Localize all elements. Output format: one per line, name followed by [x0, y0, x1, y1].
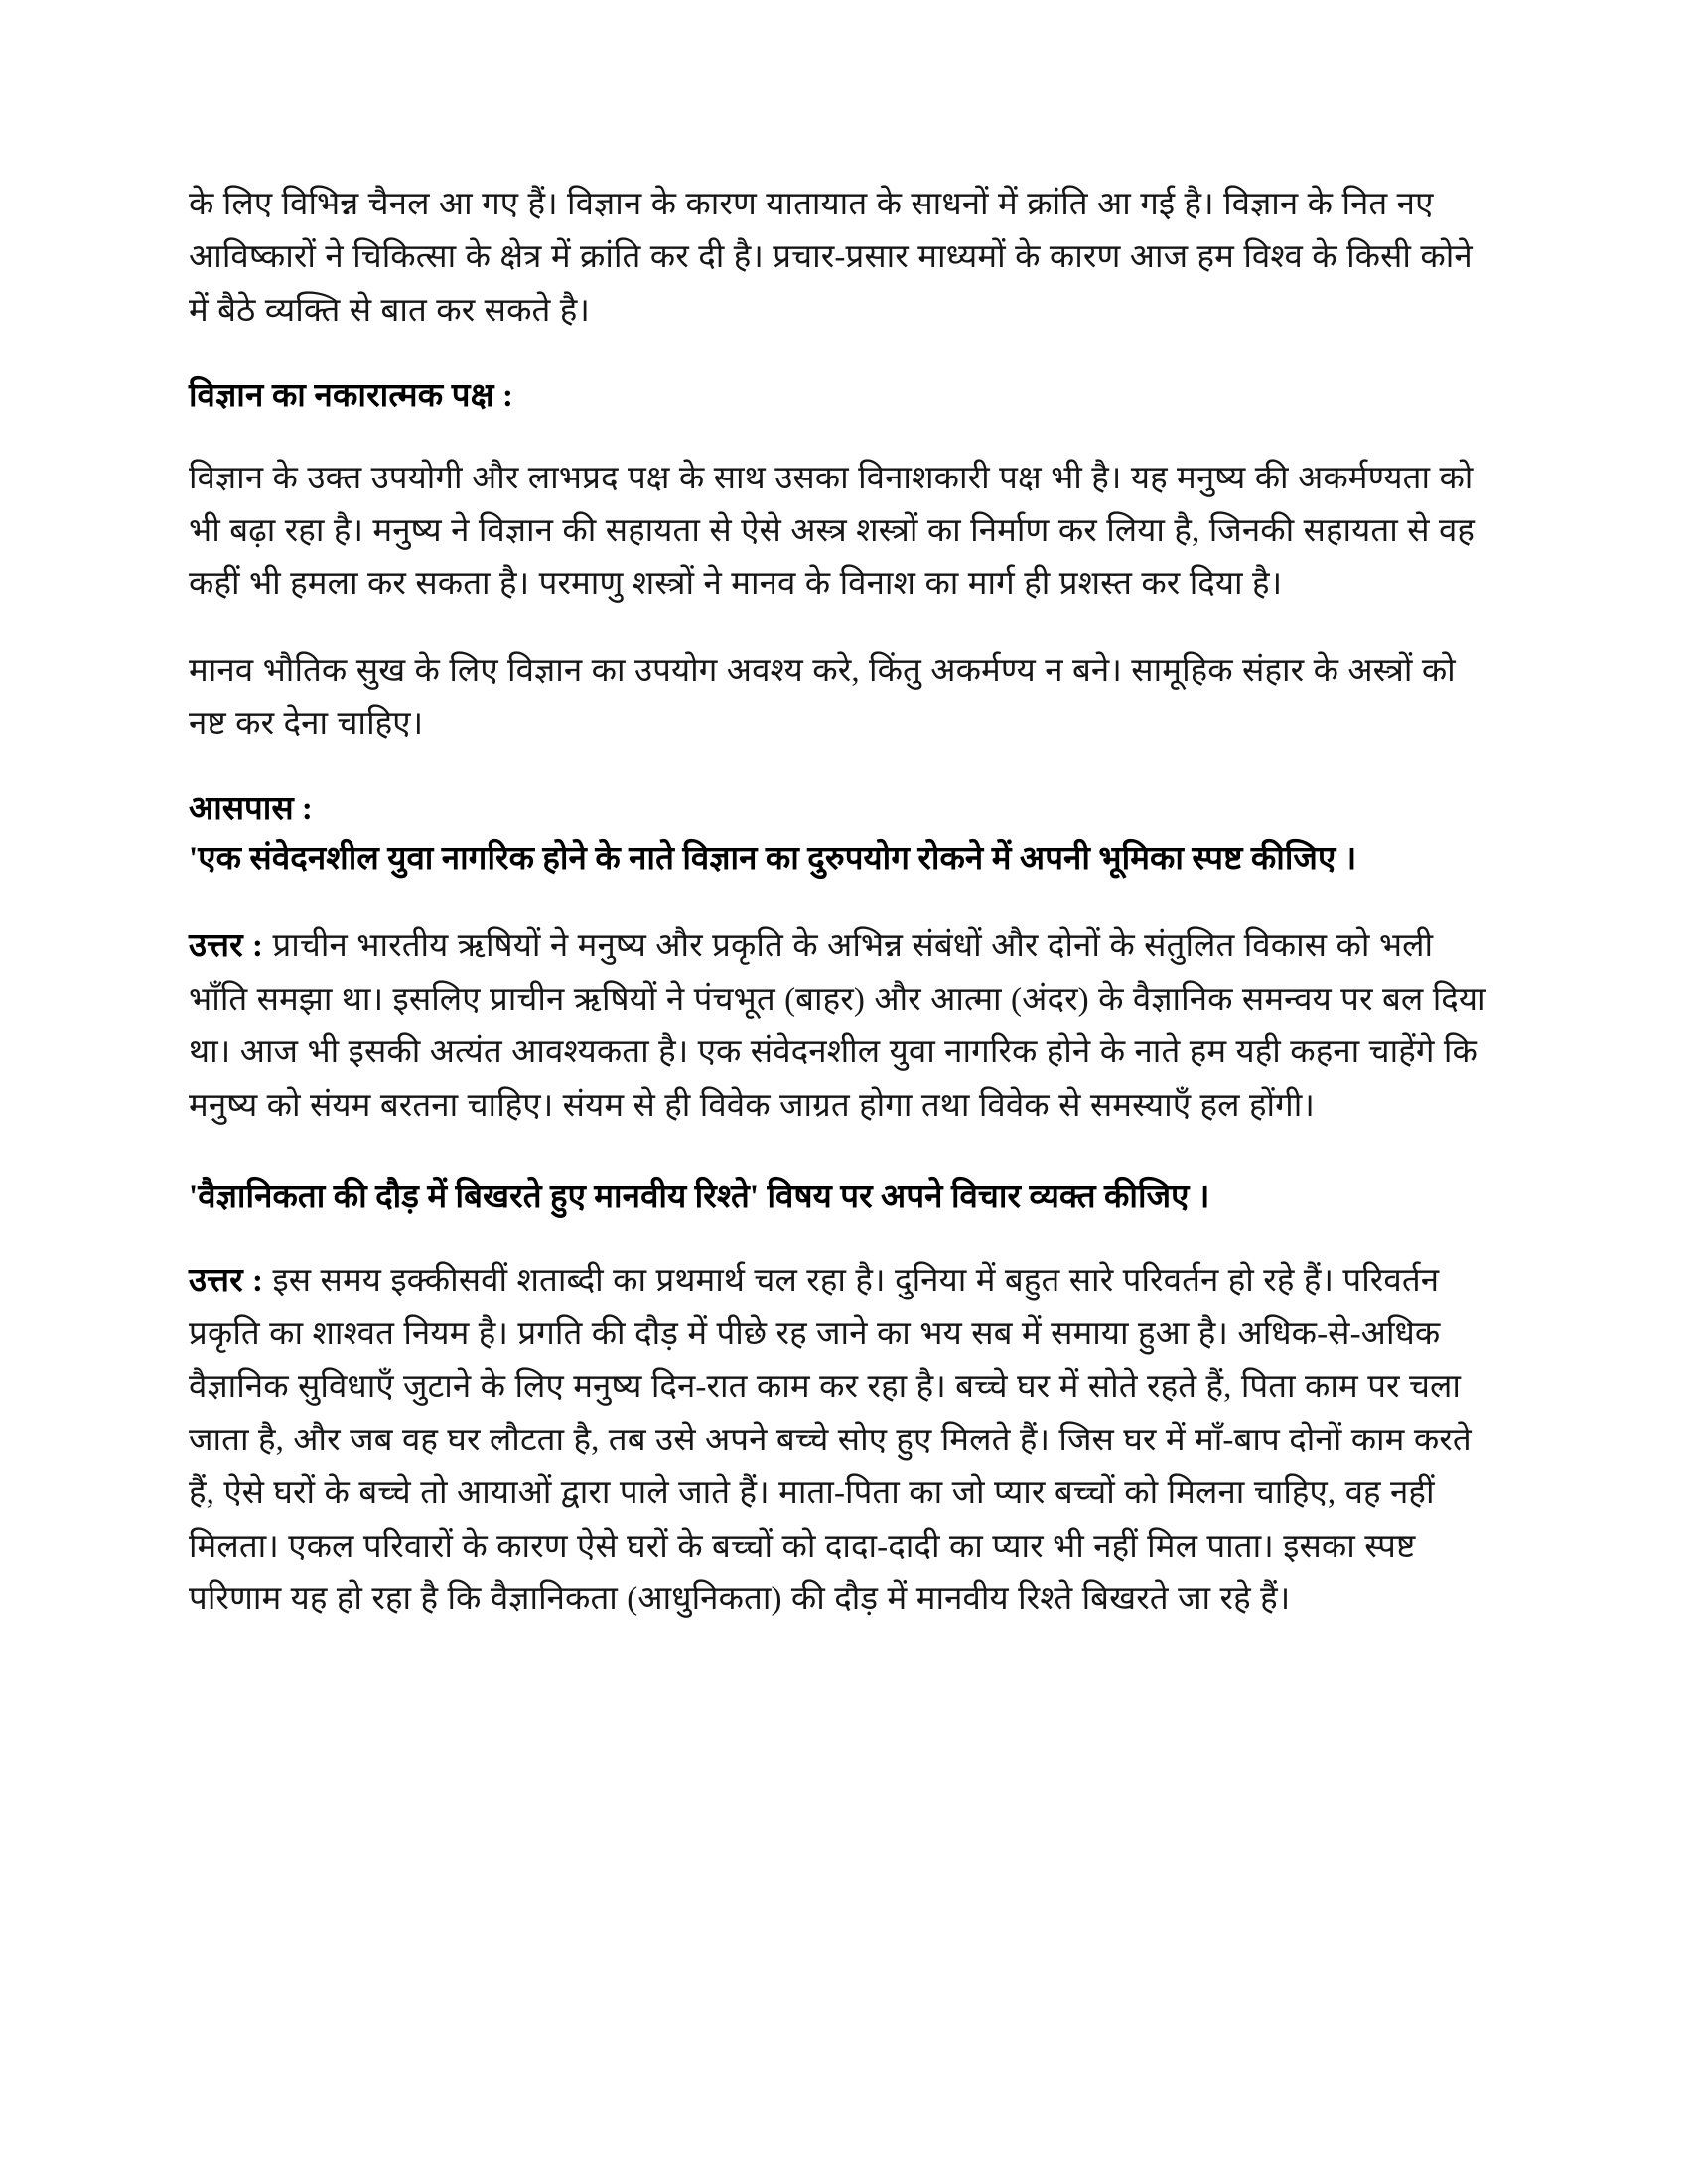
nearby-label: आसपास : [189, 790, 313, 827]
negative-side-paragraph: विज्ञान के उक्त उपयोगी और लाभप्रद पक्ष के साथ उसका विनाशकारी पक्ष भी है। यह मनुष्य की अकर्मण्यता को भी बढ़ा रहा है। मनुष्य ने विज्ञान की सहायता से ऐसे अस्त्र शस्त्रों का निर्माण कर लिया है, जिनकी सहायता से वह कहीं भी हमला कर सकता है। परमाणु शस्त्रों ने मानव के विनाश का मार्ग ही प्रशस्त कर दिया है। [189, 460, 1476, 603]
answer-two [189, 1255, 1499, 1626]
answer-one [189, 920, 1499, 1133]
answer-one-text: प्राचीन भारतीय ऋषियों ने मनुष्य और प्रकृति के अभिन्न संबंधों और दोनों के संतुलित विकास को भली भाँति समझा था। इसलिए प्राचीन ऋषियों ने पंचभूत (बाहर) और आत्मा (अंदर) के वैज्ञानिक समन्वय पर बल दिया था। आज भी इसकी अत्यंत आवश्यकता है। एक संवेदनशील युवा नागरिक होने के नाते हम यही कहना चाहेंगे कि मनुष्य को संयम बरतना चाहिए। संयम से ही विवेक जाग्रत होगा तथा विवेक से समस्याएँ हल होंगी। [189, 928, 1486, 1124]
answer-two-text: इस समय इक्कीसवीं शताब्दी का प्रथमार्थ चल रहा है। दुनिया में बहुत सारे परिवर्तन हो रहे हैं। परिवर्तन प्रकृति का शाश्वत नियम है। प्रगति की दौड़ में पीछे रह जाने का भय सब में समाया हुआ है। अधिक-से-अधिक वैज्ञानिक सुविधाएँ जुटाने के लिए मनुष्य दिन-रात काम कर रहा है। बच्चे घर में सोते रहते हैं, पिता काम पर चला जाता है, और जब वह घर लौटता है, तब उसे अपने बच्चे सोए हुए मिलते हैं। जिस घर में माँ-बाप दोनों काम करते हैं, ऐसे घरों के बच्चे तो आयाओं द्वारा पाले जाते हैं। माता-पिता का जो प्यार बच्चों को मिलना चाहिए, वह नहीं मिलता। एकल परिवारों के कारण ऐसे घरों के बच्चों को दादा-दादी का प्यार भी नहीं मिल पाता। इसका स्पष्ट परिणाम यह हो रहा है कि वैज्ञानिकता (आधुनिकता) की दौड़ में मानवीय रिश्ते बिखरते जा रहे हैं। [189, 1263, 1472, 1618]
conclusion-paragraph: मानव भौतिक सुख के लिए विज्ञान का उपयोग अवश्य करे, किंतु अकर्मण्य न बने। सामूहिक संहार के अस्त्रों को नष्ट कर देना चाहिए। [189, 652, 1456, 743]
section-heading-negative-side: विज्ञान का नकारात्मक पक्ष : [189, 378, 514, 415]
page-content [189, 179, 1499, 1661]
answer-two-label: उत्तर : [189, 1263, 264, 1299]
nearby-section [189, 785, 1499, 886]
intro-paragraph: के लिए विभिन्न चैनल आ गए हैं। विज्ञान के कारण यातायात के साधनों में क्रांति आ गई है। विज्ञान के नित नए आविष्कारों ने चिकित्सा के क्षेत्र में क्रांति कर दी है। प्रचार-प्रसार माध्यमों के कारण आज हम विश्व के किसी कोने में बैठे व्यक्ति से बात कर सकते है। [189, 187, 1473, 329]
answer-one-label: उत्तर : [189, 928, 264, 965]
question-two: 'वैज्ञानिकता की दौड़ में बिखरते हुए मानवीय रिश्ते' विषय पर अपने विचार व्यक्त कीजिए । [189, 1179, 1210, 1216]
question-one: 'एक संवेदनशील युवा नागरिक होने के नाते विज्ञान का दुरुपयोग रोकने में अपनी भूमिका स्पष्ट कीजिए । [189, 841, 1357, 878]
